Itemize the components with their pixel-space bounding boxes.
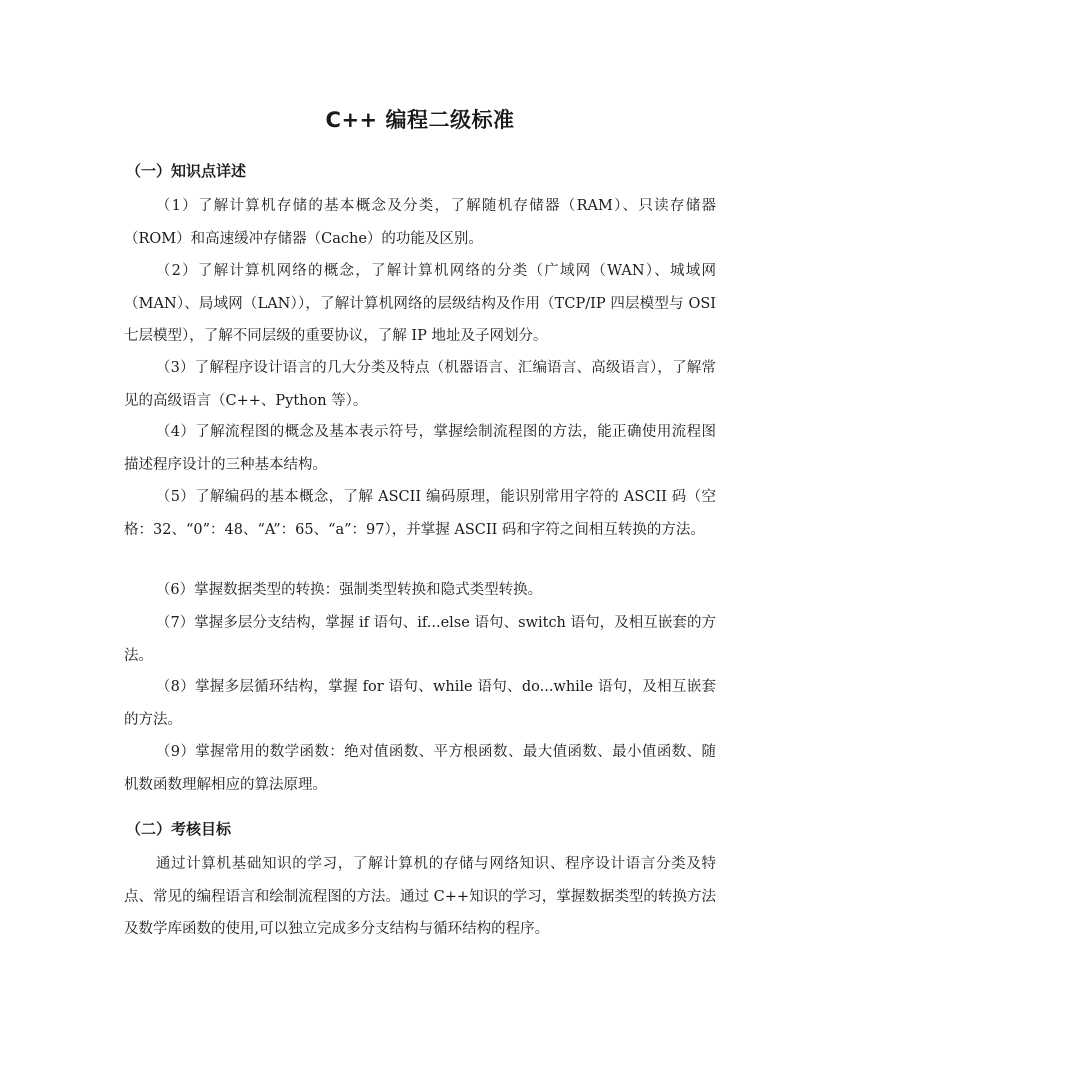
document-title: C++ 编程二级标准 [325, 108, 515, 132]
knowledge-item-7: （7）掌握多层分支结构，掌握 if 语句、if...else 语句、switch 语句，及相互嵌套的方法。 [124, 615, 716, 664]
section-heading-assessment-goals: （二）考核目标 [126, 820, 232, 838]
knowledge-item-3: （3）了解程序设计语言的几大分类及特点（机器语言、汇编语言、高级语言），了解常见的高级语言（C++、Python 等）。 [124, 360, 716, 409]
assessment-goals-text: 通过计算机基础知识的学习，了解计算机的存储与网络知识、程序设计语言分类及特点、常见的编程语言和绘制流程图的方法。通过 C++知识的学习，掌握数据类型的转换方法及数学库函数的使用,可以独立完成多分支结构与循环结构的程序。 [124, 856, 716, 937]
knowledge-item-6: （6）掌握数据类型的转换：强制类型转换和隐式类型转换。 [155, 582, 543, 598]
knowledge-item-5: （5）了解编码的基本概念，了解 ASCII 编码原理，能识别常用字符的 ASCII 码（空格：32、“0”：48、“A”：65、“a”：97），并掌握 ASCII 码和字符之间相互转换的方法。 [124, 489, 716, 538]
knowledge-item-4: （4）了解流程图的概念及基本表示符号，掌握绘制流程图的方法，能正确使用流程图描述程序设计的三种基本结构。 [124, 424, 716, 473]
knowledge-item-8: （8）掌握多层循环结构，掌握 for 语句、while 语句、do...while 语句，及相互嵌套的方法。 [124, 679, 716, 728]
knowledge-item-2: （2）了解计算机网络的概念，了解计算机网络的分类（广域网（WAN）、城域网（MAN）、局域网（LAN）），了解计算机网络的层级结构及作用（TCP/IP 四层模型与 OSI 七层模型），了解不同层级的重要协议，了解 IP 地址及子网划分。 [124, 263, 716, 344]
knowledge-item-9: （9）掌握常用的数学函数：绝对值函数、平方根函数、最大值函数、最小值函数、随机数函数理解相应的算法原理。 [124, 744, 716, 793]
knowledge-item-1: （1）了解计算机存储的基本概念及分类，了解随机存储器（RAM）、只读存储器（ROM）和高速缓冲存储器（Cache）的功能及区别。 [124, 198, 716, 247]
section-heading-knowledge-points: （一）知识点详述 [126, 162, 247, 180]
